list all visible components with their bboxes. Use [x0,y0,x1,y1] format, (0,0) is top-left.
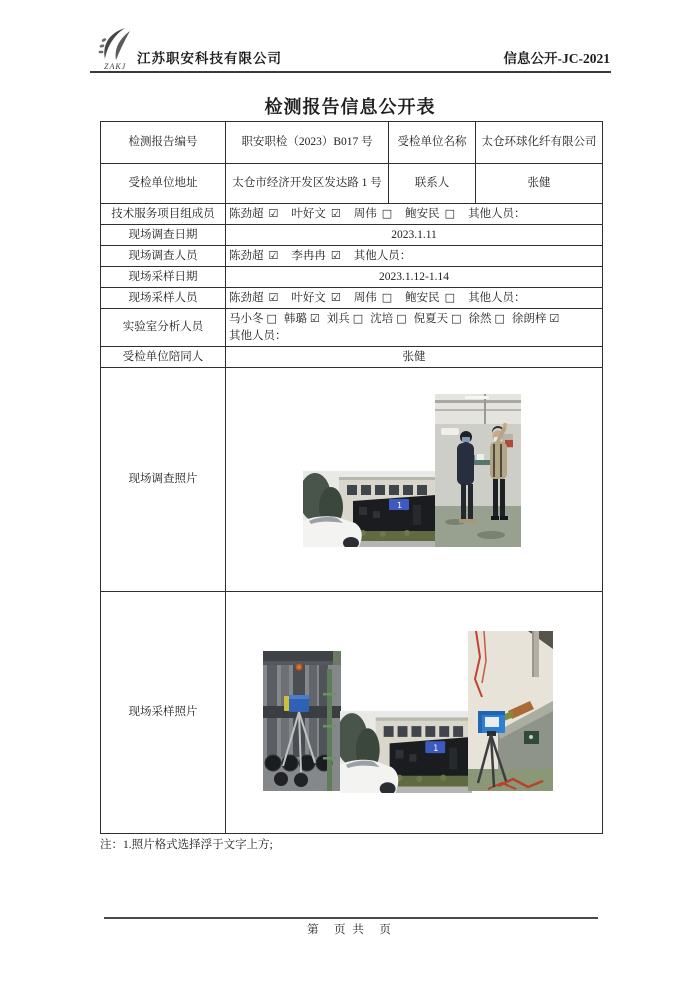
others-label: 其他人员： [468,208,526,220]
checkbox-glyph: □ [444,207,456,220]
person-name: 李冉冉 [291,250,326,262]
page-number-text: 第 页 共 页 [307,924,393,936]
document-code: 信息公开-JC-2021 [503,51,610,66]
table-row [101,347,603,368]
sampling-photo-sampler-machine [468,631,553,791]
contact-label: 联系人 [389,164,476,204]
person-name: 陈劲超 [229,292,264,304]
person-name: 倪夏天 [413,313,449,325]
checkbox-glyph: ☑ [330,207,341,220]
table-row [101,368,603,592]
others-label: 其他人员： [468,292,526,304]
survey-photo-factory-exterior [303,471,436,547]
tech-team-cell [226,204,603,225]
person-entry [229,313,277,325]
sampling-photo-machinery [263,651,341,791]
survey-staff-label: 现场调查人员 [101,246,226,267]
checkbox-glyph: □ [381,291,393,304]
checkbox-glyph: ☑ [309,312,320,325]
header-divider [90,71,611,73]
unit-name-label: 受检单位名称 [389,122,476,164]
svg-text:1: 1 [433,742,439,754]
table-row [101,288,603,309]
survey-date-label: 现场调查日期 [101,225,226,246]
others-label: 其他人员： [353,250,412,262]
escort-value: 张健 [226,347,603,368]
checkbox-glyph: ☑ [268,249,279,262]
tech-team-label: 技术服务项目组成员 [101,204,226,225]
contact-value: 张健 [476,164,603,204]
footnote: 注：1.照片格式选择浮于文字上方; [100,839,273,851]
company-name: 江苏职安科技有限公司 [137,51,282,66]
checkbox-glyph: □ [352,312,364,325]
survey-date-value: 2023.1.11 [226,225,603,246]
unit-addr-label: 受检单位地址 [101,164,226,204]
lab-staff-label: 实验室分析人员 [101,309,226,347]
survey-photo-cell [226,368,603,592]
person-entry [291,292,340,304]
unit-name-value: 太仓环球化纤有限公司 [476,122,603,164]
person-entry [327,313,363,325]
person-entry [354,208,392,220]
svg-text:1: 1 [397,501,403,510]
survey-staff-members [229,250,354,262]
table-row [101,122,603,164]
person-name: 韩璐 [283,313,307,325]
person-entry [414,313,462,325]
person-entry [405,208,455,220]
person-name: 周伟 [353,292,377,304]
disclosure-form-table [100,121,603,834]
sampling-staff-label: 现场采样人员 [101,288,226,309]
person-entry [284,313,320,325]
checkbox-glyph: □ [381,207,393,220]
sampling-photo-cell [226,592,603,834]
person-name: 陈劲超 [229,208,264,220]
escort-label: 受检单位陪同人 [101,347,226,368]
survey-photo-label: 现场调查照片 [101,368,226,592]
table-row [101,246,603,267]
sampling-photo-factory-exterior [340,711,472,793]
survey-staff-cell [226,246,603,267]
table-row [101,592,603,834]
page-title: 检测报告信息公开表 [264,97,436,117]
person-name: 刘兵 [326,313,350,325]
table-row [101,204,603,225]
person-name: 陈劲超 [229,250,264,262]
others-label: 其他人员： [229,330,287,342]
person-entry [405,292,455,304]
lab-staff-members [229,313,566,325]
table-row [101,164,603,204]
unit-addr-value: 太仓市经济开发区发达路 1 号 [226,164,389,204]
company-logo-icon [97,26,137,72]
checkbox-glyph: □ [494,312,505,325]
checkbox-glyph: ☑ [549,312,560,325]
person-name: 马小冬 [229,313,264,325]
svg-text:ZAKJ: ZAKJ [104,62,127,71]
table-row [101,309,603,347]
checkbox-glyph: ☑ [330,291,341,304]
sampling-staff-cell [226,288,603,309]
checkbox-glyph: □ [396,312,407,325]
person-name: 叶好文 [291,292,326,304]
sampling-staff-members [229,292,468,304]
person-name: 叶好文 [291,208,326,220]
report-no-value: 职安职检（2023）B017 号 [226,122,389,164]
person-name: 徐朗梓 [511,313,547,325]
report-no-label: 检测报告编号 [101,122,226,164]
checkbox-glyph: ☑ [268,291,279,304]
checkbox-glyph: ☑ [268,207,279,220]
lab-staff-cell [226,309,603,347]
person-entry [469,313,505,325]
checkbox-glyph: □ [451,312,462,325]
survey-photo-site-discussion [435,394,521,547]
person-entry [291,208,340,220]
tech-team-members [229,208,468,220]
checkbox-glyph: ☑ [330,249,341,262]
sampling-date-label: 现场采样日期 [101,267,226,288]
person-entry [354,292,392,304]
person-entry [229,250,278,262]
person-entry [512,313,559,325]
person-name: 周伟 [353,208,377,220]
checkbox-glyph: □ [444,291,456,304]
person-name: 沈培 [370,313,394,325]
sampling-photo-label: 现场采样照片 [101,592,226,834]
person-entry [229,208,278,220]
person-name: 徐然 [468,313,492,325]
person-name: 鲍安民 [405,208,440,220]
sampling-date-value: 2023.1.12-1.14 [226,267,603,288]
table-row [101,225,603,246]
person-entry [291,250,340,262]
person-entry [229,292,278,304]
checkbox-glyph: □ [266,312,277,325]
footer-divider [104,917,598,919]
person-name: 鲍安民 [405,292,440,304]
person-entry [370,313,406,325]
table-row [101,267,603,288]
